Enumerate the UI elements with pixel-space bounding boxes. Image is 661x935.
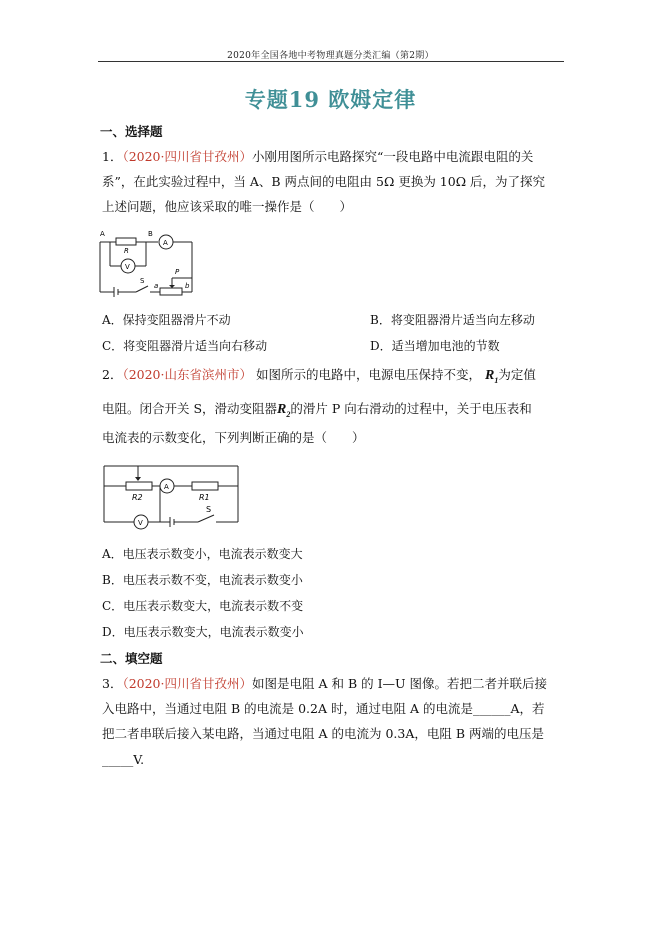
q2-text-2b: 的滑片 P 向右滑动的过程中，关于电压表和	[290, 401, 532, 416]
running-header: 2020年全国各地中考物理真题分类汇编（第2期）	[227, 51, 434, 61]
q2-option-b: B．电压表示数不变，电流表示数变小	[102, 573, 303, 587]
q2-circuit-diagram	[98, 460, 244, 530]
q2-option-d: D．电压表示数变大，电流表示数变小	[102, 625, 304, 639]
q2-r2-symbol	[277, 402, 290, 417]
q1-line3: 上述问题，他应该采取的唯一操作是（ ）	[102, 199, 353, 214]
header-rule	[98, 61, 564, 62]
q2-line3: 电流表的示数变化，下列判断正确的是（ ）	[102, 430, 365, 445]
q2-number: 2．	[102, 367, 123, 382]
q3-line3: 把二者串联后接入某电路，当通过电阻 A 的电流为 0.3A，电阻 B 两端的电压是	[102, 726, 544, 741]
q2-line2	[102, 401, 532, 423]
q2-voltmeter-label: V	[138, 519, 143, 527]
q2-r2-letter: R	[277, 402, 287, 417]
q1-option-b: B．将变阻器滑片适当向左移动	[370, 313, 535, 327]
q1-fig-label-p: P	[175, 268, 180, 276]
q2-ammeter-label: A	[164, 483, 169, 491]
q2-option-c: C．电压表示数变大，电流表示数不变	[102, 599, 304, 613]
q2-text-2a: 电阻。闭合开关 S，滑动变阻器	[102, 401, 278, 416]
q3-source: （2020·四川省甘孜州）	[122, 676, 252, 691]
q2-r1-subscript: 1	[494, 375, 499, 385]
q2-option-a: A．电压表示数变小，电流表示数变大	[102, 547, 303, 561]
section-heading-fill: 二、填空题	[100, 651, 163, 666]
q2-text-1b: 为定值	[498, 367, 536, 382]
q2-source: （2020·山东省滨州市）	[122, 367, 252, 382]
q2-r1-letter: R	[484, 368, 495, 383]
q2-r2-subscript: 2	[286, 409, 291, 419]
section-heading-choice: 一、选择题	[100, 124, 163, 139]
q3-line4: _____V.	[102, 752, 145, 767]
q1-number: 1．	[102, 149, 123, 164]
q1-ammeter-label: A	[163, 239, 168, 247]
page-title: 专题19 欧姆定律	[244, 87, 417, 112]
q2-fig-label-s: S	[206, 505, 212, 514]
q1-fig-label-b-end: b	[185, 282, 190, 290]
q1-fig-label-a: A	[100, 230, 105, 238]
q2-fig-label-r2: R2	[132, 493, 143, 502]
q1-option-a: A．保持变阻器滑片不动	[102, 313, 231, 327]
q1-text-1: 小刚用图所示电路探究“一段电路中电流跟电阻的关	[252, 149, 534, 164]
q2-text-1a: 如图所示的电路中，电源电压保持不变，	[255, 367, 481, 382]
q1-fig-label-r: R	[124, 247, 129, 255]
q1-fig-label-a-end: a	[154, 282, 159, 290]
q1-source: （2020·四川省甘孜州）	[122, 149, 252, 164]
q2-fig-label-r1: R1	[199, 493, 210, 502]
q1-line2: 系”，在此实验过程中，当 A、B 两点间的电阻由 5Ω 更换为 10Ω 后，为了探究	[102, 174, 546, 189]
q3-text-1: 如图是电阻 A 和 B 的 I—U 图像。若把二者并联后接	[252, 676, 548, 691]
q1-fig-label-b: B	[148, 230, 153, 238]
q1-line1	[102, 149, 533, 165]
q1-voltmeter-label: V	[125, 263, 130, 271]
q1-option-d: D．适当增加电池的节数	[370, 339, 500, 353]
q3-line1	[102, 676, 547, 692]
q2-line1	[102, 367, 536, 389]
q1-option-c: C．将变阻器滑片适当向右移动	[102, 339, 268, 353]
q3-line2: 入电路中，当通过电阻 B 的电流是 0.2A 时，通过电阻 A 的电流是______A，若	[102, 701, 545, 716]
q1-fig-label-s: S	[140, 277, 145, 285]
q1-circuit-diagram	[96, 226, 200, 300]
q3-number: 3．	[102, 676, 123, 691]
q2-r1-symbol	[485, 368, 498, 383]
